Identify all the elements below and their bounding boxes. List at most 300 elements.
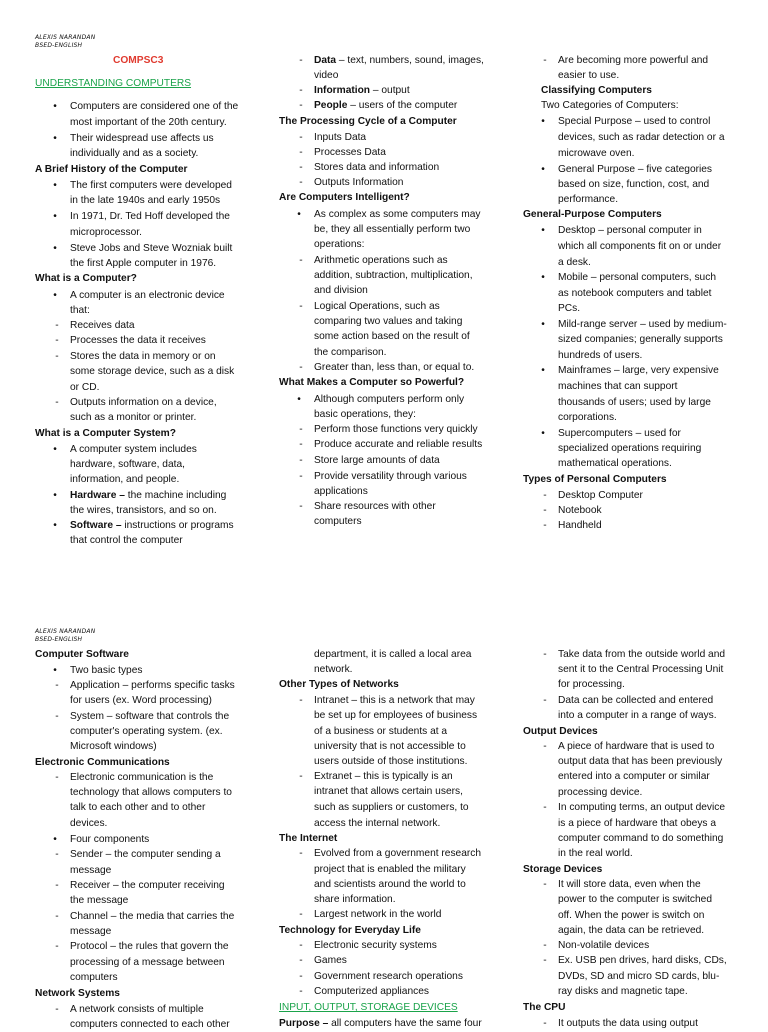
- line-text: hardware, software, data,: [70, 459, 185, 470]
- term-label: Hardware –: [70, 490, 125, 501]
- line-text: – output: [370, 85, 410, 96]
- line-text: Outputs information on a device,: [70, 397, 217, 408]
- note-line: [541, 114, 711, 129]
- dash-marker: -: [543, 505, 547, 516]
- line-text: DVDs, SD and micro SD cards, blu-: [558, 971, 720, 982]
- line-text: university that is not accessible to: [314, 741, 466, 752]
- note-line: [70, 924, 111, 939]
- line-text: share information.: [314, 894, 396, 905]
- line-text: A piece of hardware that is used to: [558, 741, 715, 752]
- line-text: computers connected to each other: [70, 1019, 230, 1030]
- dash-marker: -: [299, 132, 303, 143]
- dash-marker: -: [299, 85, 303, 96]
- line-text: project that is enabled the military: [314, 864, 466, 875]
- note-line: [70, 724, 223, 739]
- line-text: UNDERSTANDING COMPUTERS: [35, 78, 192, 89]
- line-text: machines that can support: [558, 381, 678, 392]
- note-line: [53, 663, 143, 678]
- note-line: [314, 314, 462, 329]
- line-text: mathematical operations.: [558, 458, 672, 469]
- note-line: [297, 392, 465, 407]
- line-text: COMPSC3: [113, 55, 164, 66]
- author-name: ALEXIS NARANDAN: [35, 34, 96, 41]
- note-line: [314, 484, 368, 499]
- note-line: [314, 407, 416, 422]
- dash-marker: -: [543, 520, 547, 531]
- line-text: as notebook computers and tablet: [558, 288, 712, 299]
- dash-marker: -: [299, 971, 303, 982]
- line-text: corporations.: [558, 412, 617, 423]
- note-line: [55, 709, 230, 724]
- line-text: again, the data can be retrieved.: [558, 925, 705, 936]
- dash-marker: -: [55, 941, 59, 952]
- note-line: [558, 379, 678, 394]
- section-heading: [523, 472, 667, 487]
- line-text: A network consists of multiple: [70, 1004, 204, 1015]
- note-line: [299, 53, 484, 68]
- line-text: that control the computer: [70, 535, 183, 546]
- dash-marker: -: [55, 911, 59, 922]
- note-line: [53, 442, 197, 457]
- section-heading: [279, 831, 337, 846]
- line-text: microprocessor.: [70, 227, 142, 238]
- line-text: System – software that controls the: [70, 711, 230, 722]
- line-text: operations:: [314, 239, 365, 250]
- dash-marker: -: [55, 335, 59, 346]
- line-text: Take data from the outside world and: [558, 649, 726, 660]
- line-text: Logical Operations, such as: [314, 301, 440, 312]
- note-line: [53, 99, 239, 114]
- note-line: [70, 970, 118, 985]
- line-text: Network Systems: [35, 988, 120, 999]
- note-line: [558, 255, 591, 270]
- dash-marker: -: [299, 455, 303, 466]
- line-text: comparing two values and taking: [314, 316, 463, 327]
- line-text: Arithmetic operations such as: [314, 255, 448, 266]
- line-text: The CPU: [523, 1002, 566, 1013]
- note-line: [53, 832, 150, 847]
- note-line: [314, 222, 470, 237]
- line-text: devices.: [70, 818, 108, 829]
- line-text: Although computers perform only: [314, 394, 465, 405]
- note-line: [558, 68, 619, 83]
- line-text: Desktop Computer: [558, 490, 643, 501]
- dash-marker: -: [543, 741, 547, 752]
- dash-marker: -: [55, 772, 59, 783]
- dash-marker: -: [299, 424, 303, 435]
- note-line: [558, 923, 704, 938]
- term-label: People: [314, 100, 348, 111]
- author-label: [35, 628, 95, 644]
- line-text: Application – performs specific tasks: [70, 680, 235, 691]
- line-text: Receiver – the computer receiving: [70, 880, 225, 891]
- section-heading: [279, 923, 421, 938]
- section-heading: [523, 207, 662, 222]
- line-text: message: [70, 865, 112, 876]
- section-heading: [523, 724, 598, 739]
- note-line: [558, 441, 701, 456]
- line-text: Types of Personal Computers: [523, 474, 667, 485]
- dash-marker: -: [299, 162, 303, 173]
- dash-marker: -: [543, 802, 547, 813]
- note-line: [70, 225, 142, 240]
- line-text: all computers have the same four: [328, 1018, 482, 1029]
- dash-marker: -: [299, 177, 303, 188]
- note-line: [53, 241, 233, 256]
- note-line: [558, 192, 618, 207]
- bullet-icon: •: [53, 444, 57, 455]
- dash-marker: -: [543, 940, 547, 951]
- note-line: [314, 268, 473, 283]
- note-line: [314, 892, 396, 907]
- line-text: Store large amounts of data: [314, 455, 440, 466]
- line-text: In 1971, Dr. Ted Hoff developed the: [70, 211, 230, 222]
- line-text: individually and as a society.: [70, 148, 199, 159]
- line-text: Handheld: [558, 520, 602, 531]
- line-text: Computerized appliances: [314, 986, 429, 997]
- dash-marker: -: [299, 147, 303, 158]
- dash-marker: -: [299, 955, 303, 966]
- note-line: [314, 283, 368, 298]
- line-text: What is a Computer System?: [35, 428, 176, 439]
- section-heading: [279, 375, 464, 390]
- note-line: [279, 1016, 482, 1031]
- dash-marker: -: [55, 351, 59, 362]
- line-text: Technology for Everyday Life: [279, 925, 421, 936]
- line-text: video: [314, 70, 339, 81]
- note-line: [299, 130, 367, 145]
- dash-marker: -: [543, 490, 547, 501]
- line-text: Notebook: [558, 505, 602, 516]
- line-text: be set up for employees of business: [314, 710, 478, 721]
- line-text: Steve Jobs and Steve Wozniak built: [70, 243, 233, 254]
- line-text: network.: [314, 664, 353, 675]
- line-text: As complex as some computers may: [314, 209, 481, 220]
- dash-marker: -: [543, 649, 547, 660]
- line-text: Government research operations: [314, 971, 463, 982]
- note-line: [53, 131, 214, 146]
- line-text: PCs.: [558, 303, 581, 314]
- line-text: General-Purpose Computers: [523, 209, 662, 220]
- line-text: be, they all essentially perform two: [314, 224, 471, 235]
- note-line: [55, 318, 135, 333]
- line-text: some storage device, such as a disk: [70, 366, 235, 377]
- line-text: Their widespread use affects us: [70, 133, 214, 144]
- line-text: Perform those functions very quickly: [314, 424, 478, 435]
- line-text: into a computer in a range of ways.: [558, 710, 717, 721]
- section-heading: [523, 862, 602, 877]
- line-text: General Purpose – five categories: [558, 164, 713, 175]
- line-text: intranet that allows certain users,: [314, 786, 463, 797]
- line-text: easier to use.: [558, 70, 620, 81]
- line-text: Extranet – this is typically is an: [314, 771, 453, 782]
- dash-marker: -: [299, 909, 303, 920]
- section-heading: [279, 677, 399, 692]
- note-line: [558, 239, 721, 254]
- bullet-icon: •: [53, 290, 57, 301]
- dash-marker: -: [299, 301, 303, 312]
- note-line: [314, 329, 470, 344]
- line-text: some action based on the result of: [314, 331, 470, 342]
- line-text: INPUT, OUTPUT, STORAGE DEVICES: [279, 1002, 458, 1013]
- note-line: [558, 301, 580, 316]
- bullet-icon: •: [541, 319, 545, 330]
- dash-marker: -: [299, 100, 303, 111]
- line-text: Produce accurate and reliable results: [314, 439, 483, 450]
- line-text: Non-volatile devices: [558, 940, 650, 951]
- bullet-icon: •: [53, 520, 57, 531]
- section-heading: [279, 114, 457, 129]
- note-line: [558, 332, 723, 347]
- section-heading: [35, 755, 170, 770]
- line-text: applications: [314, 486, 368, 497]
- line-text: the first Apple computer in 1976.: [70, 258, 217, 269]
- note-line: [299, 938, 437, 953]
- bullet-icon: •: [541, 272, 545, 283]
- section-heading: [35, 162, 187, 177]
- line-text: Stores the data in memory or on: [70, 351, 216, 362]
- bullet-icon: •: [541, 365, 545, 376]
- note-line: [299, 469, 467, 484]
- line-text: Share resources with other: [314, 501, 436, 512]
- note-line: [55, 847, 221, 862]
- term-label: Data: [314, 55, 337, 66]
- note-line: [543, 953, 727, 968]
- line-text: Mainframes – large, very expensive: [558, 365, 719, 376]
- note-line: [314, 862, 466, 877]
- note-line: [558, 410, 617, 425]
- line-text: which all components fit on or under: [558, 241, 722, 252]
- line-text: Two basic types: [70, 665, 143, 676]
- line-text: for processing.: [558, 679, 625, 690]
- note-line: [543, 739, 715, 754]
- line-text: access the internal network.: [314, 818, 441, 829]
- line-text: in the real world.: [558, 848, 633, 859]
- note-line: [299, 846, 482, 861]
- line-text: devices, such as radar detection or a: [558, 132, 725, 143]
- bullet-icon: •: [541, 225, 545, 236]
- line-text: entered into a computer or similar: [558, 771, 710, 782]
- line-text: – users of the computer: [347, 100, 458, 111]
- line-text: most important of the 20th century.: [70, 117, 227, 128]
- note-line: [541, 270, 716, 285]
- line-text: A computer system includes: [70, 444, 197, 455]
- note-line: [70, 893, 128, 908]
- note-line: [314, 662, 353, 677]
- line-text: basic operations, they:: [314, 409, 416, 420]
- line-text: Inputs Data: [314, 132, 367, 143]
- line-text: Games: [314, 955, 347, 966]
- note-line: [314, 708, 477, 723]
- line-text: The Processing Cycle of a Computer: [279, 116, 457, 127]
- note-line: [558, 456, 672, 471]
- note-line: [558, 816, 716, 831]
- dash-marker: -: [543, 879, 547, 890]
- line-text: Evolved from a government research: [314, 848, 482, 859]
- line-text: ray disks and magnetic tape.: [558, 986, 688, 997]
- note-line: [55, 678, 235, 693]
- note-line: [558, 769, 710, 784]
- line-text: such as a monitor or printer.: [70, 412, 197, 423]
- line-text: Other Types of Networks: [279, 679, 399, 690]
- line-text: the message: [70, 895, 129, 906]
- line-text: Outputs Information: [314, 177, 404, 188]
- bullet-icon: •: [53, 665, 57, 676]
- line-text: message: [70, 926, 112, 937]
- section-heading: [541, 83, 652, 98]
- note-line: [53, 178, 232, 193]
- dash-marker: -: [55, 680, 59, 691]
- note-line: [543, 647, 726, 662]
- line-text: performance.: [558, 194, 619, 205]
- note-line: [558, 754, 722, 769]
- note-line: [558, 677, 625, 692]
- note-line: [299, 422, 478, 437]
- line-text: Supercomputers – used for: [558, 428, 681, 439]
- dash-marker: -: [299, 501, 303, 512]
- note-line: [314, 816, 440, 831]
- note-line: [299, 253, 448, 268]
- line-text: Electronic communication is the: [70, 772, 214, 783]
- line-text: the machine including: [124, 490, 227, 501]
- line-text: computers: [314, 516, 362, 527]
- section-heading: [35, 647, 129, 662]
- line-text: the comparison.: [314, 347, 387, 358]
- note-line: [558, 395, 711, 410]
- note-line: [314, 739, 466, 754]
- line-text: Protocol – the rules that govern the: [70, 941, 229, 952]
- note-line: [297, 207, 481, 222]
- note-line: [70, 816, 107, 831]
- note-line: [55, 770, 214, 785]
- line-text: computer's operating system. (ex.: [70, 726, 223, 737]
- note-line: [55, 1002, 204, 1017]
- note-line: [558, 892, 712, 907]
- note-line: [299, 145, 386, 160]
- section-heading: [35, 271, 137, 286]
- note-line: [55, 909, 235, 924]
- line-text: Electronic Communications: [35, 757, 170, 768]
- bullet-icon: •: [541, 428, 545, 439]
- note-line: [53, 488, 227, 503]
- bullet-icon: •: [297, 209, 301, 220]
- section-title: [35, 76, 191, 91]
- line-text: for users (ex. Word processing): [70, 695, 212, 706]
- bullet-icon: •: [297, 394, 301, 405]
- line-text: users outside of those institutions.: [314, 756, 468, 767]
- note-line: [70, 1017, 230, 1032]
- note-line: [543, 693, 714, 708]
- note-line: [70, 739, 157, 754]
- line-text: computer command to do something: [558, 833, 724, 844]
- line-text: Greater than, less than, or equal to.: [314, 362, 475, 373]
- section-heading: [35, 986, 120, 1001]
- note-line: [70, 380, 99, 395]
- dash-marker: -: [55, 397, 59, 408]
- dash-marker: -: [299, 439, 303, 450]
- bullet-icon: •: [53, 133, 57, 144]
- line-text: off. When the power is switch on: [558, 910, 705, 921]
- line-text: information, and people.: [70, 474, 180, 485]
- line-text: Receives data: [70, 320, 135, 331]
- section-heading: [523, 1000, 565, 1015]
- line-text: It outputs the data using output: [558, 1018, 698, 1029]
- line-text: What is a Computer?: [35, 273, 137, 284]
- note-line: [558, 908, 704, 923]
- note-line: [70, 146, 198, 161]
- note-line: [299, 98, 458, 113]
- note-line: [314, 754, 467, 769]
- dash-marker: -: [543, 55, 547, 66]
- note-line: [541, 426, 681, 441]
- bullet-icon: •: [53, 834, 57, 845]
- note-line: [558, 846, 633, 861]
- note-line: [558, 146, 634, 161]
- line-text: such as suppliers or customers, to: [314, 802, 469, 813]
- dash-marker: -: [543, 695, 547, 706]
- author-program: BSED-ENGLISH: [35, 42, 83, 49]
- line-text: Are becoming more powerful and: [558, 55, 709, 66]
- note-line: [558, 785, 642, 800]
- line-text: Ex. USB pen drives, hard disks, CDs,: [558, 955, 727, 966]
- note-line: [70, 955, 225, 970]
- line-text: processing of a message between: [70, 957, 225, 968]
- line-text: microwave oven.: [558, 148, 635, 159]
- line-text: addition, subtraction, multiplication,: [314, 270, 473, 281]
- note-line: [70, 410, 196, 425]
- line-text: output data that has been previously: [558, 756, 723, 767]
- line-text: Two Categories of Computers:: [541, 100, 679, 111]
- note-line: [558, 348, 642, 363]
- line-text: based on size, function, cost, and: [558, 179, 710, 190]
- note-line: [53, 288, 225, 303]
- line-text: talk to each other and to other: [70, 802, 206, 813]
- line-text: the wires, transistors, and so on.: [70, 505, 217, 516]
- line-text: Classifying Computers: [541, 85, 652, 96]
- note-line: [543, 488, 643, 503]
- dash-marker: -: [543, 1018, 547, 1029]
- note-line: [314, 345, 386, 360]
- line-text: thousands of users; used by large: [558, 397, 711, 408]
- author-program: BSED-ENGLISH: [35, 636, 83, 643]
- line-text: Microsoft windows): [70, 741, 157, 752]
- note-line: [543, 877, 701, 892]
- line-text: that:: [70, 305, 90, 316]
- note-line: [299, 693, 475, 708]
- bullet-icon: •: [53, 101, 57, 112]
- dash-marker: -: [55, 320, 59, 331]
- line-text: Channel – the media that carries the: [70, 911, 235, 922]
- note-line: [299, 969, 463, 984]
- line-text: a desk.: [558, 257, 591, 268]
- note-line: [55, 939, 229, 954]
- line-text: or CD.: [70, 382, 100, 393]
- line-text: Provide versatility through various: [314, 471, 467, 482]
- dash-marker: -: [299, 940, 303, 951]
- bullet-icon: •: [53, 180, 57, 191]
- line-text: of a business or students at a: [314, 726, 448, 737]
- note-line: [299, 160, 440, 175]
- note-line: [55, 333, 206, 348]
- line-text: Storage Devices: [523, 864, 603, 875]
- line-text: department, it is called a local area: [314, 649, 472, 660]
- line-text: technology that allows computers to: [70, 787, 232, 798]
- note-line: [70, 863, 111, 878]
- section-heading: [279, 190, 410, 205]
- line-text: Output Devices: [523, 726, 598, 737]
- line-text: Data can be collected and entered: [558, 695, 714, 706]
- note-line: [314, 800, 469, 815]
